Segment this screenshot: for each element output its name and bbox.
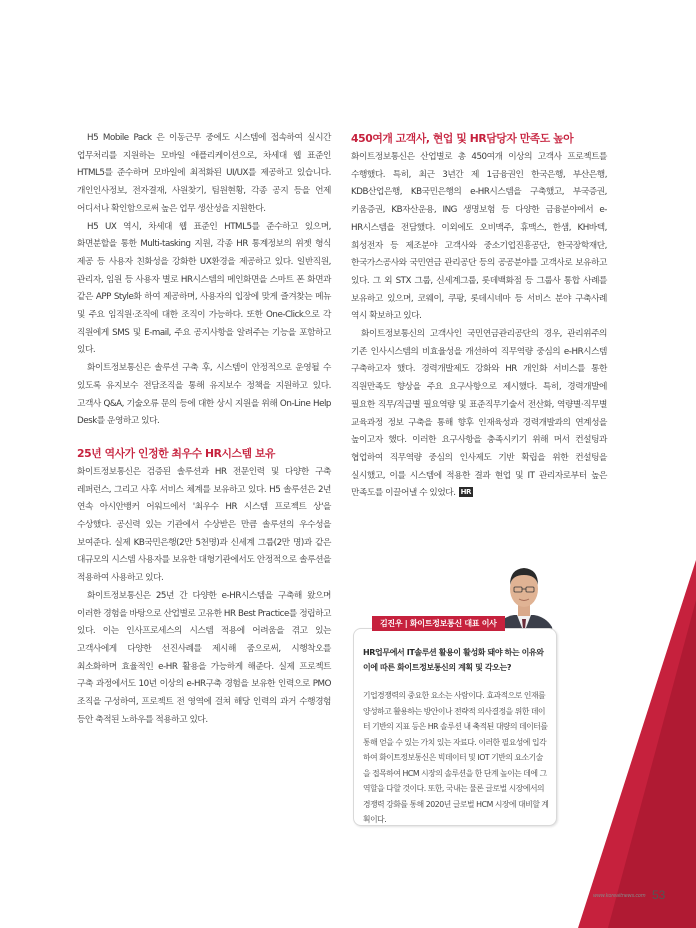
footer-site-text: www.koreaitnews.com: [593, 893, 646, 899]
hr-end-mark-badge: HR: [460, 488, 471, 497]
paragraph-nps-case: [351, 326, 607, 503]
paragraph-maintenance: 화이트정보통신은 솔루션 구축 후, 시스템이 안정적으로 운영될 수 있도록 유지보수 전담조직을 통해 유지보수 정책을 지원하고 있다. 고객사 Q&A, 기술오류 문의 등에 대한 상시 지원을 위해 On-Line Help Desk를 운영하고 있다.: [77, 363, 331, 427]
paragraph-nps-text: 화이트정보통신의 고객사인 국민연금관리공단의 경우, 관리위주의 기존 인사시스템의 비효율성을 개선하여 직무역량 중심의 e-HR시스템 구축하고자 했다. 경력개발제도 강화와 HR 개인화 서비스를 통한 직원만족도 향상을 주요 요구사항으로 제시했다. 특히, 경력개발에 필요한 직무/직급별 필요역량 및 표준직무기술서 전산화, 역량별·직무별 교육과정 정보 구축을 통해 향후 인재육성과 경력개발과의 연계성을 높이고자 했다. 이러한 요구사항을 충족시키기 위해 머서 컨설팅과 협업하여 직무역량 중심의 인사제도 기반 확립을 위한 컨설팅을 실시했고, 이를 시스템에 적용한 결과 현업 및 IT 관리자로부터 높은 만족도를 이끌어낼 수 있었다.: [351, 329, 607, 499]
paragraph-best-practice: 화이트정보통신은 25년 간 다양한 e-HR시스템을 구축해 왔으며 이러한 경험을 바탕으로 산업별로 고유한 HR Best Practice를 정립하고 있다. 이는 인사프로세스의 시스템 적용에 어려움을 겪고 있는 고객사에게 다양한 선진사례를 제시해 줌으로써, 시행착오를 최소화하며 효율적인 e-HR 활용을 가능하게 해준다. 실제 프로젝트 구축 과정에서도 10년 이상의 e-HR구축 경험을 보유한 인력으로 PMO 조직을 구성하여, 프로젝트 전 영역에 걸쳐 해당 인력의 과거 수행경험 등안 축적된 노하우를 적용하고 있다.: [77, 590, 331, 725]
paragraph-verified-solution: 화이트정보통신은 검증된 솔루션과 HR 전문인력 및 다양한 구축 레퍼런스, 그리고 사후 서비스 체계를 보유하고 있다. H5 솔루션은 2년 연속 아시안뱅커 어워드에서 '최우수 HR 시스템 프로젝트 상'을 수상했다. 공신력 있는 기관에서 수상받은 만큼 솔루션의 우수성을 보여준다. 실제 KB국민은행(2만 5천명)과 신세계 그룹(2만 명)과 같은 대규모의 시스템 사용자를 보유한 대형기관에서도 안정적으로 솔루션을 적용하여 사용하고 있다.: [77, 466, 331, 584]
page-number: 53: [652, 888, 666, 902]
left-column: [77, 130, 331, 730]
section-heading-25-years: 25년 역사가 인정한 최우수 HR시스템 보유: [77, 446, 276, 460]
paragraph-clients: 화이트정보통신은 산업별로 총 450여개 이상의 고객사 프로젝트를 수행했다. 특히, 최근 3년간 제 1금융권인 한국은행, 부산은행, KDB산업은행, KB국민은행의 e-HR시스템을 구축했고, 부국증권, 키움증권, KB자산운용, ING 생명보험 등 다양한 금융분야에서 e-HR시스템을 전담했다. 이외에도 오비맥주, 휴맥스, 한샘, KH바텍, 희성전자 등 제조분야 고객사와 중소기업진흥공단, 한국장학재단, 한국가스공사와 국민연금 관리공단 등의 공공분야를 고객사로 보유하고 있다. 그 외 STX 그룹, 신세계그룹, 롯데백화점 등 그룹사 통합 사례를 보유하고 있으며, 코웨이, 쿠팡, 롯데시네마 등 서비스 분야 구축사례 역시 확보하고 있다.: [351, 152, 607, 322]
right-column: [351, 130, 607, 503]
paragraph-h5-ux: H5 UX 역시, 차세대 웹 표준인 HTML5를 준수하고 있으며, 화면분할을 통한 Multi-tasking 지원, 각종 HR 통계정보의 위젯 형식 제공 등 사용자 친화성을 강화한 UX환경을 제공하고 있다. 일반직원, 관리자, 임원 등 사용자 별로 HR시스템의 메인화면을 스마트 폰 화면과 같은 APP Style화 하여 제공하며, 사용자의 입장에 맞게 즐겨찾는 메뉴 및 주요 임직원·조직에 대한 조직이 가능하다. 또한 One-Click으로 각 직원에게 SMS 및 E-mail, 주요 공지사항을 알려주는 기능을 포함하고 있다.: [77, 221, 331, 356]
interview-answer: 기업경쟁력의 중요한 요소는 사람이다. 효과적으로 인재를 양성하고 활용하는 방안이나 전략적 의사결정을 위한 데이터 기반의 지표 등은 HR 솔루션 내 축적된 대량의 데이터를 통해 얻을 수 있는 가치 있는 자료다. 이러한 필요성에 입각하여 화이트정보통신은 빅데이터 및 IOT 기반의 요소기술을 접목하여 HCM 시장의 솔루션을 한 단계 높이는 데에 그 역할을 다할 것이다. 또한, 국내는 물론 글로벌 시장에서의 경쟁력 강화를 통해 2020년 글로벌 HCM 시장에 대비할 계획이다.: [363, 691, 549, 824]
section-heading-450-clients: 450여개 고객사, 현업 및 HR담당자 만족도 높아: [351, 132, 574, 145]
paragraph-h5-mobile-pack: H5 Mobile Pack 은 이동근무 중에도 시스템에 접속하여 실시간 업무처리를 지원하는 모바일 애플리케이션으로, 차세대 웹 표준인 HTML5를 준수하며 모바일에 최적화된 UI/UX를 제공하고 있습니다. 개인인사정보, 전자결재, 사원찾기, 팀원현황, 각종 공지 등을 언제 어디서나 확인함으로써 높은 업무 생산성을 지원한다.: [77, 133, 331, 214]
interviewee-name-tag: 김진우 | 화이트정보통신 대표 이사: [372, 616, 505, 631]
red-diagonal-stripe-decoration: [578, 560, 696, 928]
interview-question: HR업무에서 IT솔루션 활용이 활성화 돼야 하는 이유와 이에 따른 화이트정보통신의 계획 및 각오는?: [363, 648, 544, 672]
